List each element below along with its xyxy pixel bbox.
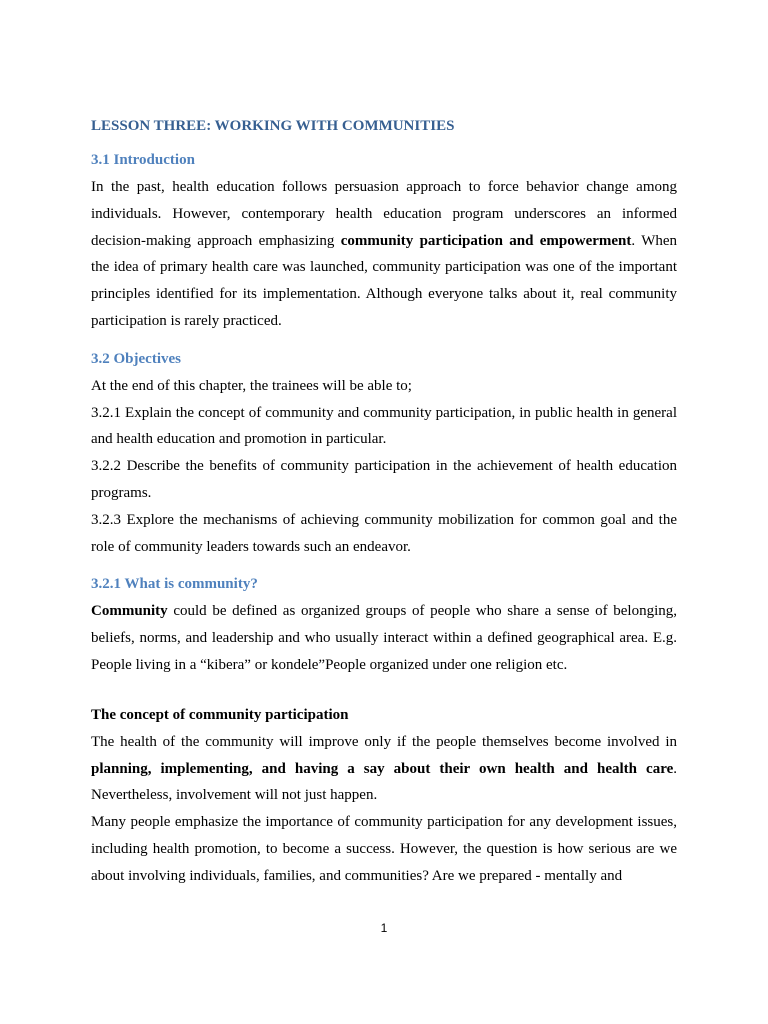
participation-text-2: . Nevertheless, involvement will not just happen. [91,760,677,804]
objective-item-3: 3.2.3 Explore the mechanisms of achieving community mobilization for common goal and the role of community leaders towards such an endeavor. [91,511,677,555]
page-content [91,116,677,890]
objective-item-1: 3.2.1 Explain the concept of community and community participation, in public health in general and health education and promotion in particular. [91,404,677,448]
objective-item-2: 3.2.2 Describe the benefits of community participation in the achievement of health education programs. [91,458,677,501]
community-term: Community [91,603,168,620]
community-heading: 3.2.1 What is community? [91,576,258,593]
objectives-heading: 3.2 Objectives [91,350,181,367]
introduction-heading: 3.1 Introduction [91,152,195,168]
participation-heading: The concept of community participation [91,706,349,723]
community-definition [91,598,677,678]
community-definition-text: could be defined as organized groups of people who share a sense of belonging, beliefs, norms, and leadership and who usually interact within a defined geographical area. E.g. People living in a “kibera” or kondele”People organized under one religion etc. [91,603,677,673]
page-number: 1 [380,921,388,935]
introduction-paragraph [91,174,677,335]
intro-text-1: In the past, health education follows persuasion approach to force behavior change among individuals. However, contemporary health education program underscores an informed decision-making approach emphasizing [91,179,677,249]
lesson-title: LESSON THREE: WORKING WITH COMMUNITIES [91,118,455,134]
intro-bold-text: community participation and empowerment [340,232,632,249]
participation-paragraph-2: Many people emphasize the importance of community participation for any development issues, including health promotion, to become a success. However, the question is how serious are we about involving individuals, families, and communities? Are we prepared - mentally and [91,814,677,884]
participation-bold-text: planning, implementing, and having a say about their own health and health care [91,760,674,777]
participation-paragraph-1 [91,729,677,809]
participation-text-1: The health of the community will improve only if the people themselves become involved in [91,733,677,750]
intro-text-2: . When the idea of primary health care was launched, community participation was one of the important principles identified for its implementation. Although everyone talks about it, real community participation is rarely practiced. [91,232,678,329]
objectives-lead: At the end of this chapter, the trainees will be able to; [91,377,412,394]
